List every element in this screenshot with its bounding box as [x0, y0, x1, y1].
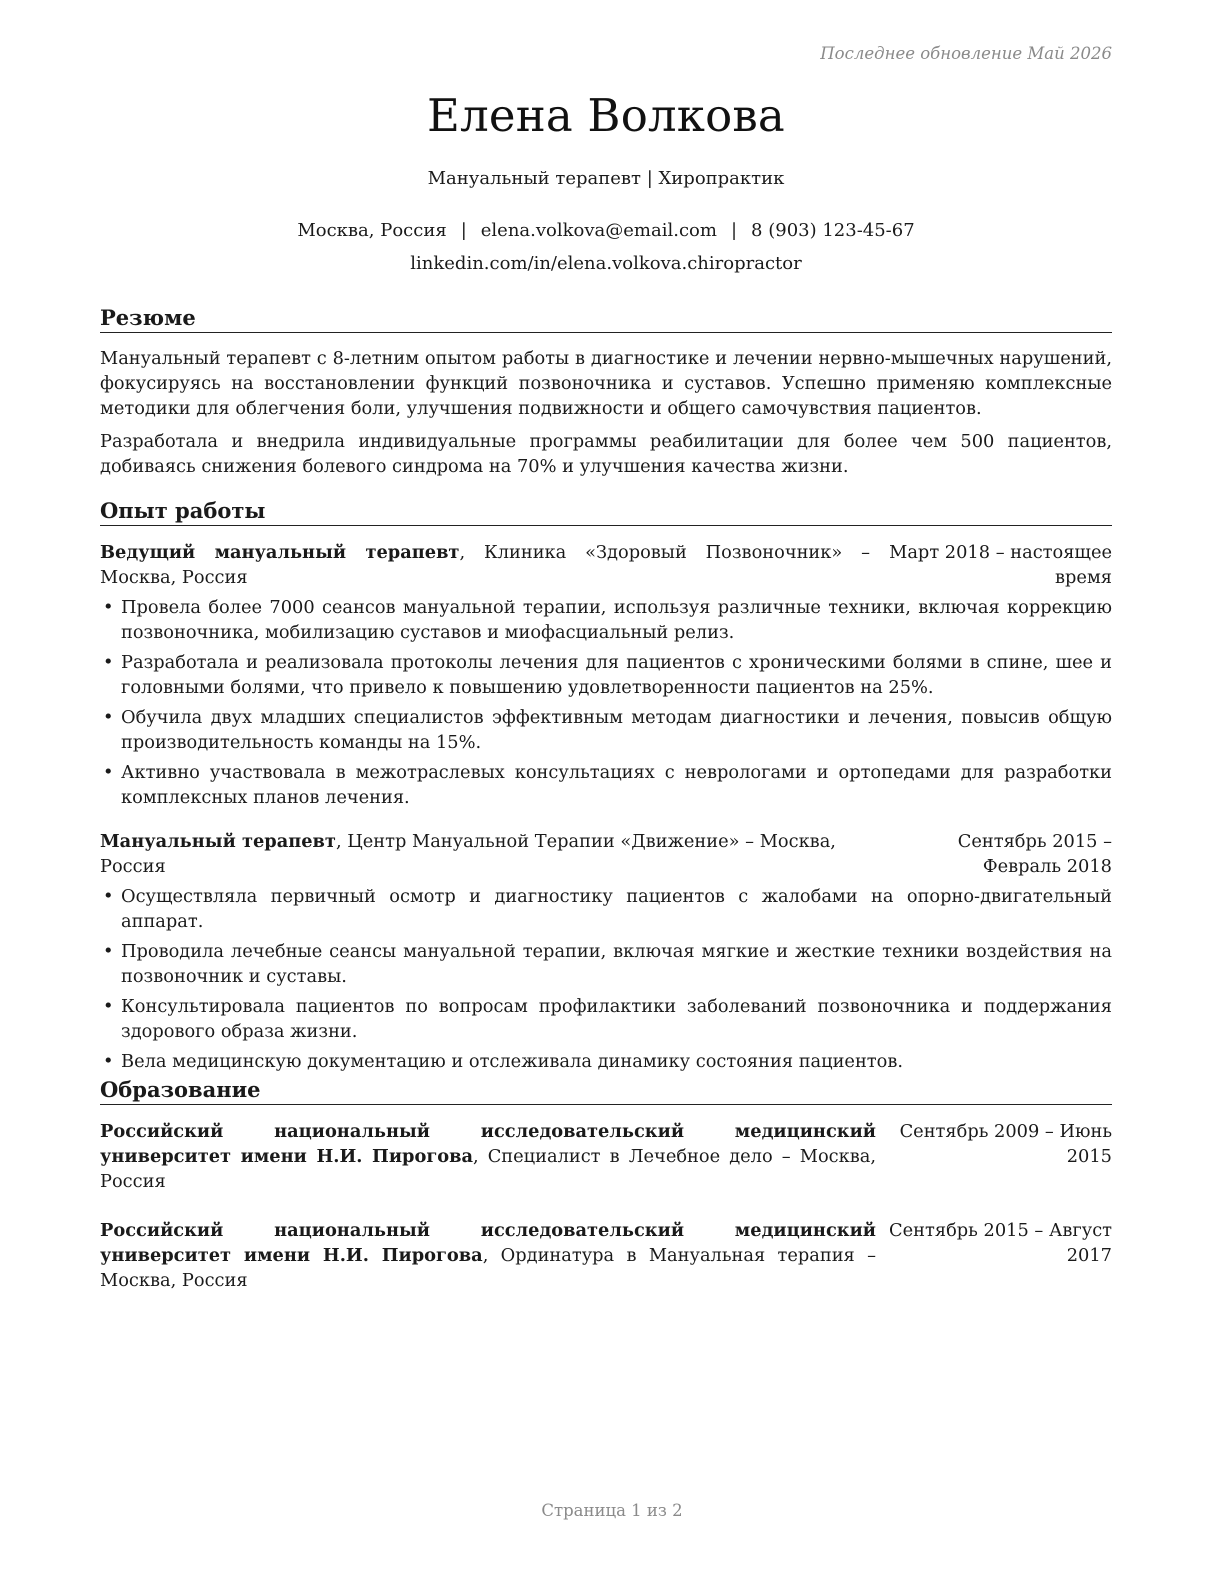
- summary-section: [100, 305, 1112, 479]
- email-link[interactable]: elena.volkova@email.com: [480, 220, 717, 241]
- list-item: [100, 595, 1112, 645]
- bullet-text: Консультировала пациентов по вопросам профилактики заболеваний позвоночника и поддержания здорового образа жизни.: [121, 996, 1112, 1042]
- list-item: [100, 939, 1112, 989]
- bullet-icon: •: [103, 941, 114, 962]
- job-organization: , Центр Мануальной Терапии «Движение» – Москва, Россия: [100, 831, 836, 877]
- job-dates: Сентябрь 2015 – Февраль 2018: [957, 831, 1112, 877]
- education-title-line: [100, 1218, 876, 1293]
- bullet-icon: •: [103, 886, 114, 907]
- bullet-text: Провела более 7000 сеансов мануальной терапии, используя различные техники, включая коррекцию позвоночника, мобилизацию суставов и миофасциальный релиз.: [121, 597, 1112, 643]
- list-item: [100, 705, 1112, 755]
- contact-separator: |: [730, 220, 738, 241]
- experience-section: [100, 498, 1112, 1079]
- candidate-subtitle: Мануальный терапевт | Хиропрактик: [427, 168, 785, 189]
- job-dates: Март 2018 – настоящее время: [889, 542, 1112, 588]
- bullet-text: Активно участвовала в межотраслевых консультациях с неврологами и ортопедами для разработки комплексных планов лечения.: [121, 762, 1112, 808]
- linkedin-link[interactable]: linkedin.com/in/elena.volkova.chiropractor: [410, 253, 802, 274]
- summary-paragraph: Мануальный терапевт с 8-летним опытом работы в диагностике и лечении нервно-мышечных нарушений, фокусируясь на восстановлении функций позвоночника и суставов. Успешно применяю комплексные методики для облегчения боли, улучшения подвижности и общего самочувствия пациентов.: [100, 348, 1112, 419]
- bullet-icon: •: [103, 707, 114, 728]
- bullet-text: Проводила лечебные сеансы мануальной терапии, включая мягкие и жесткие техники воздействия на позвоночник и суставы.: [121, 941, 1112, 987]
- education-entry: [100, 1218, 1112, 1293]
- section-title-education: Образование: [100, 1077, 1112, 1105]
- phone-text: 8 (903) 123-45-67: [751, 220, 915, 241]
- job-bullets: [100, 595, 1112, 810]
- bullet-icon: •: [103, 762, 114, 783]
- bullet-text: Обучила двух младших специалистов эффективным методам диагностики и лечения, повысив общую производительность команды на 15%.: [121, 707, 1112, 753]
- education-section: [100, 1077, 1112, 1293]
- education-details: , Специалист в Лечебное дело – Москва, Россия: [100, 1146, 876, 1192]
- bullet-text: Осуществляла первичный осмотр и диагностику пациентов с жалобами на опорно-двигательный аппарат.: [121, 886, 1112, 932]
- job-entry: [100, 829, 1112, 1074]
- candidate-name: Елена Волкова: [427, 89, 785, 142]
- bullet-icon: •: [103, 1051, 114, 1072]
- page-number: Страница 1 из 2: [541, 1501, 683, 1520]
- education-dates: Сентябрь 2015 – Август 2017: [889, 1220, 1112, 1266]
- section-title-summary: Резюме: [100, 305, 1112, 333]
- location-text: Москва, Россия: [297, 220, 447, 241]
- education-institution: Российский национальный исследовательский медицинский университет имени Н.И. Пирогова: [100, 1220, 876, 1266]
- last-updated-note: Последнее обновление Май 2026: [820, 44, 1112, 63]
- list-item: [100, 650, 1112, 700]
- job-organization: , Клиника «Здоровый Позвоночник» – Москва, Россия: [100, 542, 871, 588]
- bullet-icon: •: [103, 597, 114, 618]
- education-entry: [100, 1119, 1112, 1194]
- education-institution: Российский национальный исследовательский медицинский университет имени Н.И. Пирогова: [100, 1121, 876, 1167]
- list-item: [100, 884, 1112, 934]
- list-item: [100, 1049, 1112, 1074]
- bullet-icon: •: [103, 652, 114, 673]
- education-dates: Сентябрь 2009 – Июнь 2015: [899, 1121, 1112, 1167]
- section-title-experience: Опыт работы: [100, 498, 1112, 526]
- job-header: [100, 540, 1112, 590]
- bullet-text: Разработала и реализовала протоколы лечения для пациентов с хроническими болями в спине, шее и головными болями, что привело к повышению удовлетворенности пациентов на 25%.: [121, 652, 1112, 698]
- job-title-line: [100, 829, 880, 879]
- contact-line: [100, 218, 1112, 244]
- list-item: [100, 760, 1112, 810]
- education-details: , Ординатура в Мануальная терапия – Москва, Россия: [100, 1245, 876, 1291]
- bullet-text: Вела медицинскую документацию и отслеживала динамику состояния пациентов.: [121, 1051, 904, 1072]
- job-header: [100, 829, 1112, 879]
- job-bullets: [100, 884, 1112, 1074]
- job-role: Мануальный терапевт: [100, 831, 336, 852]
- list-item: [100, 994, 1112, 1044]
- summary-paragraph: Разработала и внедрила индивидуальные программы реабилитации для более чем 500 пациентов, добиваясь снижения болевого синдрома на 70% и улучшения качества жизни.: [100, 431, 1112, 477]
- education-title-line: [100, 1119, 876, 1194]
- contact-separator: |: [460, 220, 467, 241]
- job-entry: [100, 540, 1112, 810]
- job-role: Ведущий мануальный терапевт: [100, 542, 460, 563]
- bullet-icon: •: [103, 996, 114, 1017]
- job-title-line: [100, 540, 870, 590]
